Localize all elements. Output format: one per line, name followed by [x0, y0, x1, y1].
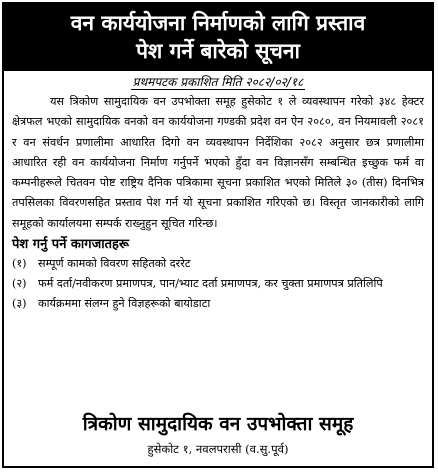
document-item-text: सम्पूर्ण कामको विवरण सहितको दररेट: [38, 257, 191, 271]
document-item-text: कार्यक्रममा संलग्न हुने विज्ञहरूको बायोडाटा: [38, 297, 211, 311]
document-item: [12, 254, 424, 274]
required-documents-list: [12, 254, 424, 314]
notice-header: [4, 4, 432, 71]
document-item-number: (२): [12, 277, 27, 291]
notice-title-line-1: वन कार्ययोजना निर्माणको लागि प्रस्ताव: [70, 11, 366, 35]
document-item-number: (३): [12, 297, 27, 311]
public-notice: [2, 2, 434, 468]
document-item: [12, 294, 424, 314]
notice-title-line-2: पेश गर्ने बारेको सूचना: [136, 39, 300, 63]
publication-date: प्रथमपटक प्रकाशित मिति २०८२/०२/१८: [132, 75, 304, 89]
document-item: [12, 274, 424, 294]
organization-address: हुसेकोट १, नवलपरासी (व.सु.पूर्व): [147, 442, 289, 456]
document-item-number: (१): [12, 257, 27, 271]
notice-body: यस त्रिकोण सामुदायिक वन उपभोक्ता समूह हुसेकोट १ ले व्यवस्थापन गरेको ३४८ हेक्टर क्षेत्रफल भएको सामुदायिक वनको वन कार्ययोजना गण्डकी प्रदेश वन ऐन २०८०, वन नियमावली २०८१ र वन संवर्धन प्रणालीमा आधारित दिगो वन व्यवस्थापन निर्देशिका २०८२ अनुसार छत्र प्रणालीमा आधारित रही वन कार्ययोजना निर्माण गर्नुपर्ने भएको हुँदा वन विज्ञानसँग सम्बन्धित इच्छुक फर्म वा कम्पनीहरूले चितवन पोष्ट राष्ट्रिय दैनिक पत्रिकामा सूचना प्रकाशित भएको मितिले ३० (तीस) दिनभित्र तपसिलका विवरणसहित प्रस्ताव पेश गर्न यो सूचना प्रकाशित गरिएको छ। विस्तृत जानकारीको लागि समूहको कार्यालयमा सम्पर्क राख्नुहुन सूचित गरिन्छ।: [12, 95, 424, 230]
required-documents-heading: पेश गर्नु पर्ने कागजातहरू: [12, 237, 130, 253]
publication-date-row: [4, 75, 432, 90]
issuing-organization: त्रिकोण सामुदायिक वन उपभोक्ता समूह: [82, 413, 354, 435]
document-item-text: फर्म दर्ता/नवीकरण प्रमाणपत्र, पान/भ्याट दर्ता प्रमाणपत्र, कर चुक्ता प्रमाणपत्र प्रतिलिपि: [38, 277, 383, 291]
